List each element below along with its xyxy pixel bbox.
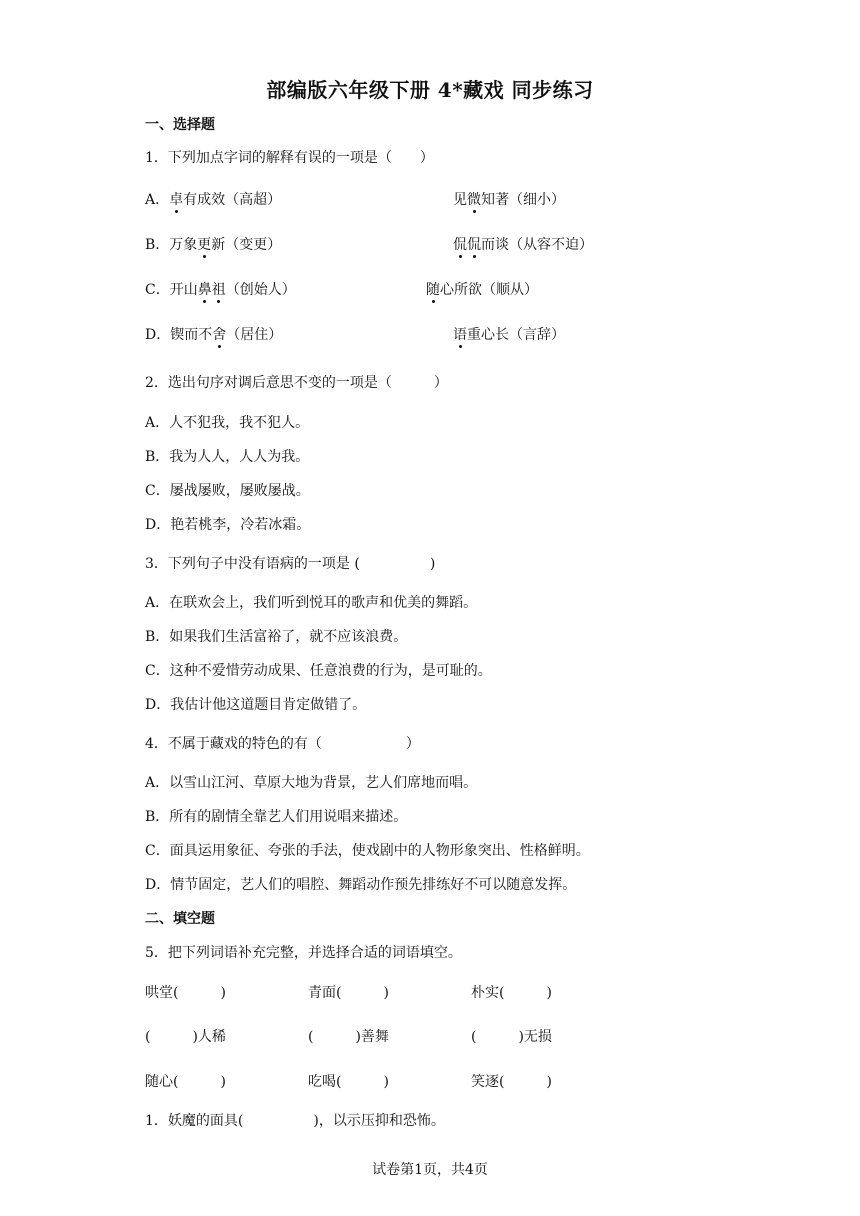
q1-option-c-right: 随心所欲（顺从） <box>426 279 538 299</box>
question-4-stem: 4．不属于藏戏的特色的有（ ） <box>145 736 420 752</box>
q2-option-d: D．艳若桃李，冷若冰霜。 <box>145 517 311 533</box>
q5-blank-word: 笑逐( ) <box>471 1074 552 1090</box>
emphasis-dot-char: 随 <box>426 279 440 299</box>
q1-option-b-right: 侃侃而谈（从容不迫） <box>453 234 593 254</box>
q1-option-d-left: D．锲而不舍（居住） <box>145 324 282 344</box>
q1-option-c-left: C．开山鼻祖（创始人） <box>145 279 296 299</box>
emphasis-dot-char: 舍 <box>212 324 226 344</box>
q4-option-a: A．以雪山江河、草原大地为背景，艺人们席地而唱。 <box>145 775 478 791</box>
q2-option-b: B．我为人人，人人为我。 <box>145 449 310 465</box>
q5-blank-word: ( )无损 <box>471 1029 552 1045</box>
q3-option-a: A．在联欢会上，我们听到悦耳的歌声和优美的舞蹈。 <box>145 595 478 611</box>
q5-blank-word: ( )人稀 <box>145 1029 226 1045</box>
emphasis-dot-char: 鼻 <box>198 279 212 299</box>
emphasis-dot-char: 祖 <box>212 279 226 299</box>
section-heading-choice: 一、选择题 <box>145 117 215 133</box>
emphasis-dot-char: 侃 <box>453 234 467 254</box>
question-2-stem: 2．选出句序对调后意思不变的一项是（ ） <box>145 375 448 391</box>
q5-blank-word: ( )善舞 <box>308 1029 389 1045</box>
q4-option-b: B．所有的剧情全靠艺人们用说唱来描述。 <box>145 809 408 825</box>
page-title: 部编版六年级下册 4*藏戏 同步练习 <box>266 78 594 102</box>
q3-option-d: D．我估计他这道题目肯定做错了。 <box>145 697 367 713</box>
q2-option-c: C．屡战屡败，屡败屡战。 <box>145 483 310 499</box>
q1-option-a-left: A．卓有成效（高超） <box>145 189 281 209</box>
q5-subquestion-1: 1．妖魔的面具( )，以示压抑和恐怖。 <box>145 1113 445 1129</box>
q3-option-b: B．如果我们生活富裕了，就不应该浪费。 <box>145 629 408 645</box>
emphasis-dot-char: 侃 <box>467 234 481 254</box>
q4-option-d: D．情节固定，艺人们的唱腔、舞蹈动作预先排练好不可以随意发挥。 <box>145 877 577 893</box>
q5-blank-word: 吃喝( ) <box>308 1074 389 1090</box>
emphasis-dot-char: 微 <box>467 189 481 209</box>
q5-blank-word: 青面( ) <box>308 985 389 1001</box>
q1-option-d-right: 语重心长（言辞） <box>453 324 565 344</box>
q3-option-c: C．这种不爱惜劳动成果、任意浪费的行为，是可耻的。 <box>145 663 492 679</box>
q5-blank-word: 朴实( ) <box>471 985 552 1001</box>
emphasis-dot-char: 更 <box>197 234 211 254</box>
page-footer: 试卷第1页，共4页 <box>372 1162 488 1178</box>
q5-blank-word: 随心( ) <box>145 1074 226 1090</box>
section-heading-fill: 二、填空题 <box>145 911 215 927</box>
q2-option-a: A．人不犯我，我不犯人。 <box>145 415 310 431</box>
q5-blank-word: 哄堂( ) <box>145 985 226 1001</box>
q1-option-b-left: B．万象更新（变更） <box>145 234 281 254</box>
emphasis-dot-char: 语 <box>453 324 467 344</box>
q1-option-a-right: 见微知著（细小） <box>453 189 565 209</box>
question-5-stem: 5．把下列词语补充完整，并选择合适的词语填空。 <box>145 945 462 961</box>
question-1-stem: 1．下列加点字词的解释有误的一项是（ ） <box>145 150 434 166</box>
q4-option-c: C．面具运用象征、夸张的手法，使戏剧中的人物形象突出、性格鲜明。 <box>145 843 590 859</box>
emphasis-dot-char: 卓 <box>169 189 183 209</box>
question-3-stem: 3．下列句子中没有语病的一项是 ( ) <box>145 556 436 572</box>
